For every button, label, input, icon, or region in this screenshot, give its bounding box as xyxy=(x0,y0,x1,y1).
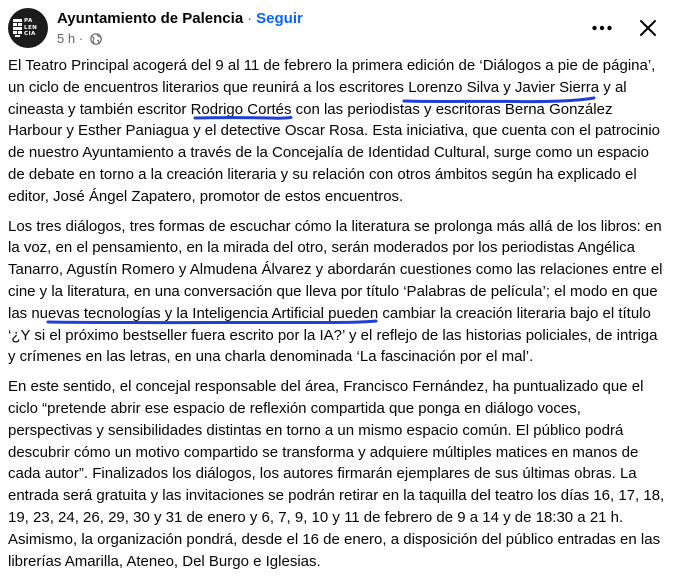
header-title-row xyxy=(57,9,303,28)
close-icon[interactable] xyxy=(634,14,662,42)
title-separator: · xyxy=(247,10,253,27)
globe-icon xyxy=(90,33,102,45)
page-name-link[interactable]: Ayuntamiento de Palencia xyxy=(57,10,244,27)
avatar[interactable] xyxy=(8,8,48,48)
more-dots-icon[interactable] xyxy=(588,14,616,42)
post-header xyxy=(8,6,668,50)
follow-button[interactable]: Seguir xyxy=(256,10,303,27)
crest-icon xyxy=(13,19,22,37)
post-meta-row xyxy=(57,30,303,47)
meta-separator: · xyxy=(78,31,84,46)
post-body xyxy=(8,55,668,580)
avatar-logo-text: PA LEN CIA xyxy=(24,18,38,38)
header-text xyxy=(57,9,303,47)
post-timestamp[interactable]: 5 h xyxy=(57,31,76,46)
post-paragraph: El Teatro Principal acogerá del 9 al 11 de febrero la primera edición de ‘Diálogos a pie de página’, un ciclo de encuentros literarios que reunirá a los escritores Lorenzo Silva y Javier Sierra y al cineasta y también escritor Rodrigo Cortés con las periodistas y escritoras Berna González Harbour y Esther Paniagua y el detective Oscar Rosa. Esta iniciativa, que cuenta con el patrocinio de nuestro Ayuntamiento a través de la Concejalía de Identidad Cultural, surge como un espacio de debate en torno a la creación literaria y su relación con otros ámbitos según ha explicado el editor, José Ángel Zapatero, promotor de estos encuentros. xyxy=(8,57,661,205)
post-paragraph: Los tres diálogos, tres formas de escuchar cómo la literatura se prolonga más allá de los libros: en la voz, en el pensamiento, en la mirada del otro, serán moderados por los periodistas Angélica Tanarro, Agustín Romero y Almudena Álvarez y abordarán cuestiones como las relaciones entre el cine y la literatura, en una conversación que lleva por título ‘Palabras de película’; el modo en que las nuevas tecnologías y la Inteligencia Artificial pueden cambiar la creación literaria bajo el título ‘¿Y si el próximo bestseller fuera escrito por la IA?’ y el reflejo de las historias policiales, de intriga y crímenes en las letras, en una charla denominada ‘La fascinación por el mal’. xyxy=(8,217,663,366)
post-paragraph: En este sentido, el concejal responsable del área, Francisco Fernández, ha puntualizado que el ciclo “pretende abrir ese espacio de reflexión compartida que ponga en diálogo voces, perspectivas y sensibilidades distintas en torno a un mismo espacio común. El público podrá descubrir cómo un motivo compartido se transforma y adquiere múltiples matices en manos de cada autor”. Finalizados los diálogos, los autores firmarán ejemplares de sus últimas obras. La entrada será gratuita y las invitaciones se podrán retirar en la taquilla del teatro los días 16, 17, 18, 19, 23, 24, 26, 29, 30 y 31 de enero y 6, 7, 9, 10 y 11 de febrero de 9 a 14 y de 18:30 a 21 h. Asimismo, la organización pondrá, desde el 16 de enero, a disposición del público entradas en las librerías Amarilla, Ateneo, Del Burgo e Iglesias. xyxy=(8,378,665,570)
